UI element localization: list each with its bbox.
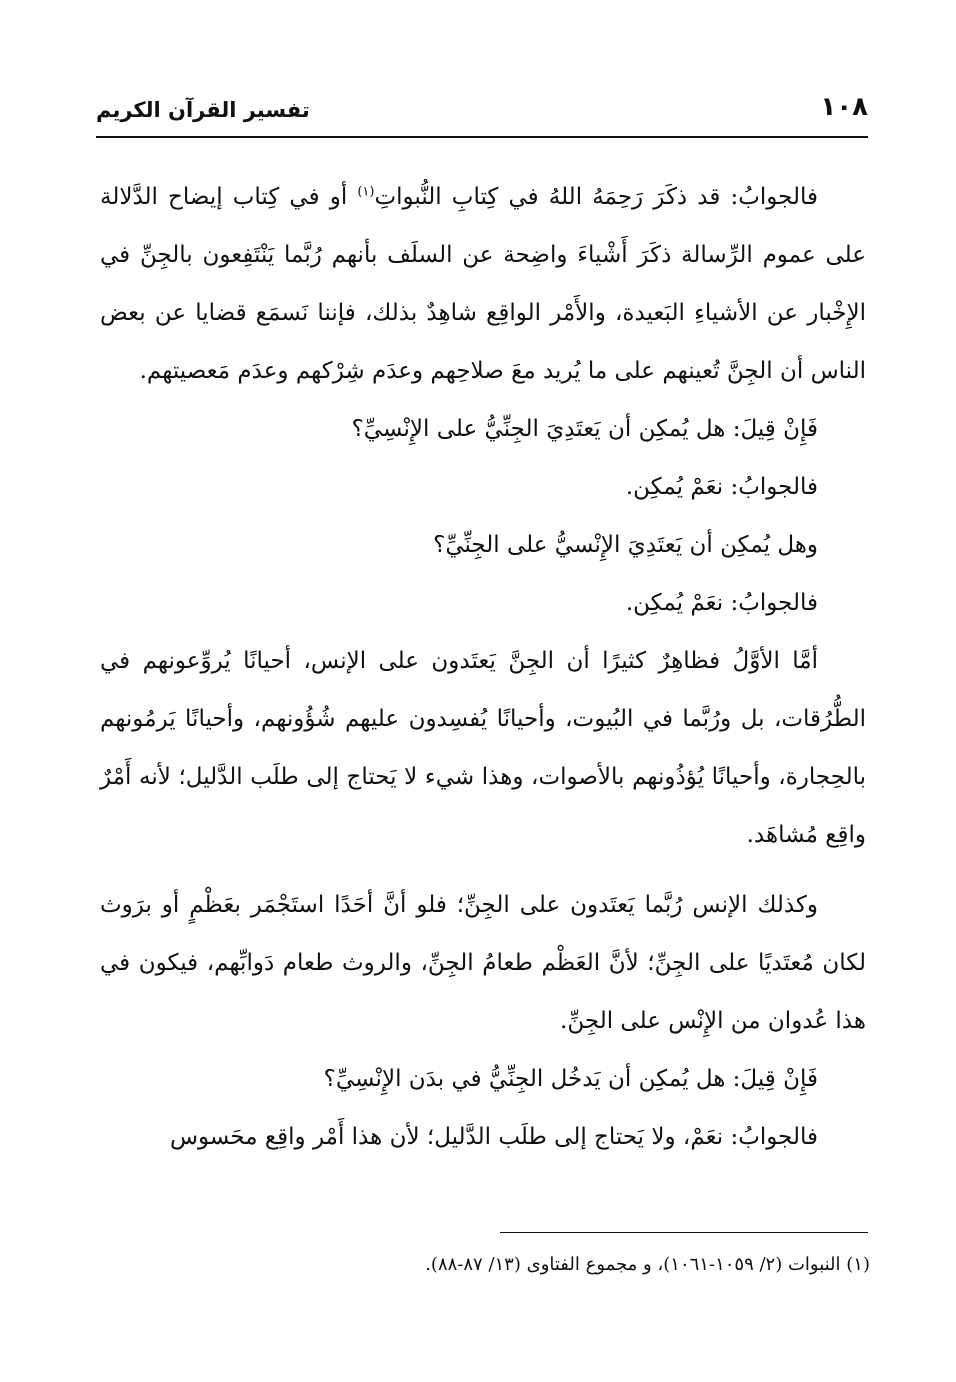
page-header <box>96 82 868 132</box>
question-1: فَإِنْ قِيلَ: هل يُمكِن أن يَعتَدِيَ الجِنِّيُّ على الإِنْسِيِّ؟ <box>351 416 818 442</box>
footnote-divider <box>500 1232 868 1233</box>
answer-1: فالجوابُ: نعَمْ يُمكِن. <box>625 474 818 500</box>
answer-2: فالجوابُ: نعَمْ يُمكِن. <box>625 590 818 616</box>
paragraph-first-case: أمَّا الأوَّلُ فظاهِرٌ كثيرًا أن الجِنَّ يَعتَدون على الإنس، أحيانًا يُروِّعونهم في الطُّرُقات، بل ورُبَّما في البُيوت، وأحيانًا يُفسِدون عليهم شُؤُونهم، وأحيانًا يَرمُونهم بالحِجارة، وأحيانًا يُؤذُونهم بالأصوات، وهذا شيء لا يَحتاج إلى طلَب الدَّليل؛ لأنه أَمْرٌ واقِع مُشاهَد. <box>100 648 866 848</box>
footnote-marker: (١) <box>357 184 375 200</box>
paragraph-answer-1 <box>100 168 866 400</box>
running-title: تفسير القرآن الكريم <box>96 98 310 122</box>
paragraph-second-case: وكذلك الإنس رُبَّما يَعتَدون على الجِنِّ؛ فلو أنَّ أحَدًا استَجْمَر بعَظْمٍ أو برَوث لكان مُعتَديًا على الجِنِّ؛ لأنَّ العَظْم طعامُ الجِنِّ، والروث طعام دَوابِّهم، فيكون في هذا عُدوان من الإِنْس على الجِنِّ. <box>100 892 866 1034</box>
paragraph-answer-1-rest: أو في كِتاب إيضاح الدَّلالة على عموم الرِّسالة ذكَرَ أَشْياءَ واضِحة عن السلَف بأنهم رُبَّما يَنْتَفِعون بالجِنِّ في الإِخْبار عن الأشياءِ البَعيدة، والأَمْر الواقِع شاهِدٌ بذلك، فإننا نَسمَع قضايا عن بعض الناس أن الجِنَّ تُعينهم على ما يُريد معَ صلاحِهم وعدَم شِرْكهم وعدَم مَعصيتهم. <box>100 184 866 384</box>
page-number: ١٠٨ <box>820 92 868 122</box>
question-2: وهل يُمكِن أن يَعتَدِيَ الإِنْسيُّ على الجِنِّيِّ؟ <box>433 532 818 558</box>
header-divider <box>96 136 868 138</box>
answer-3: فالجوابُ: نعَمْ، ولا يَحتاج إلى طلَب الدَّليل؛ لأن هذا أَمْر واقِع محَسوس <box>169 1124 818 1150</box>
page-body <box>100 168 866 1166</box>
question-3: فَإِنْ قِيلَ: هل يُمكِن أن يَدخُل الجِنِّيُّ في بدَن الإِنْسِيِّ؟ <box>323 1066 818 1092</box>
paragraph-answer-1-text: فالجوابُ: قد ذكَرَ رَحِمَهُ اللهُ في كِتابِ النُّبواتِ <box>374 184 818 210</box>
footnote: (١) النبوات (٢/ ١٠٥٩-١٠٦١)، و مجموع الفتاوى (١٣/ ٨٧-٨٨). <box>425 1254 870 1275</box>
